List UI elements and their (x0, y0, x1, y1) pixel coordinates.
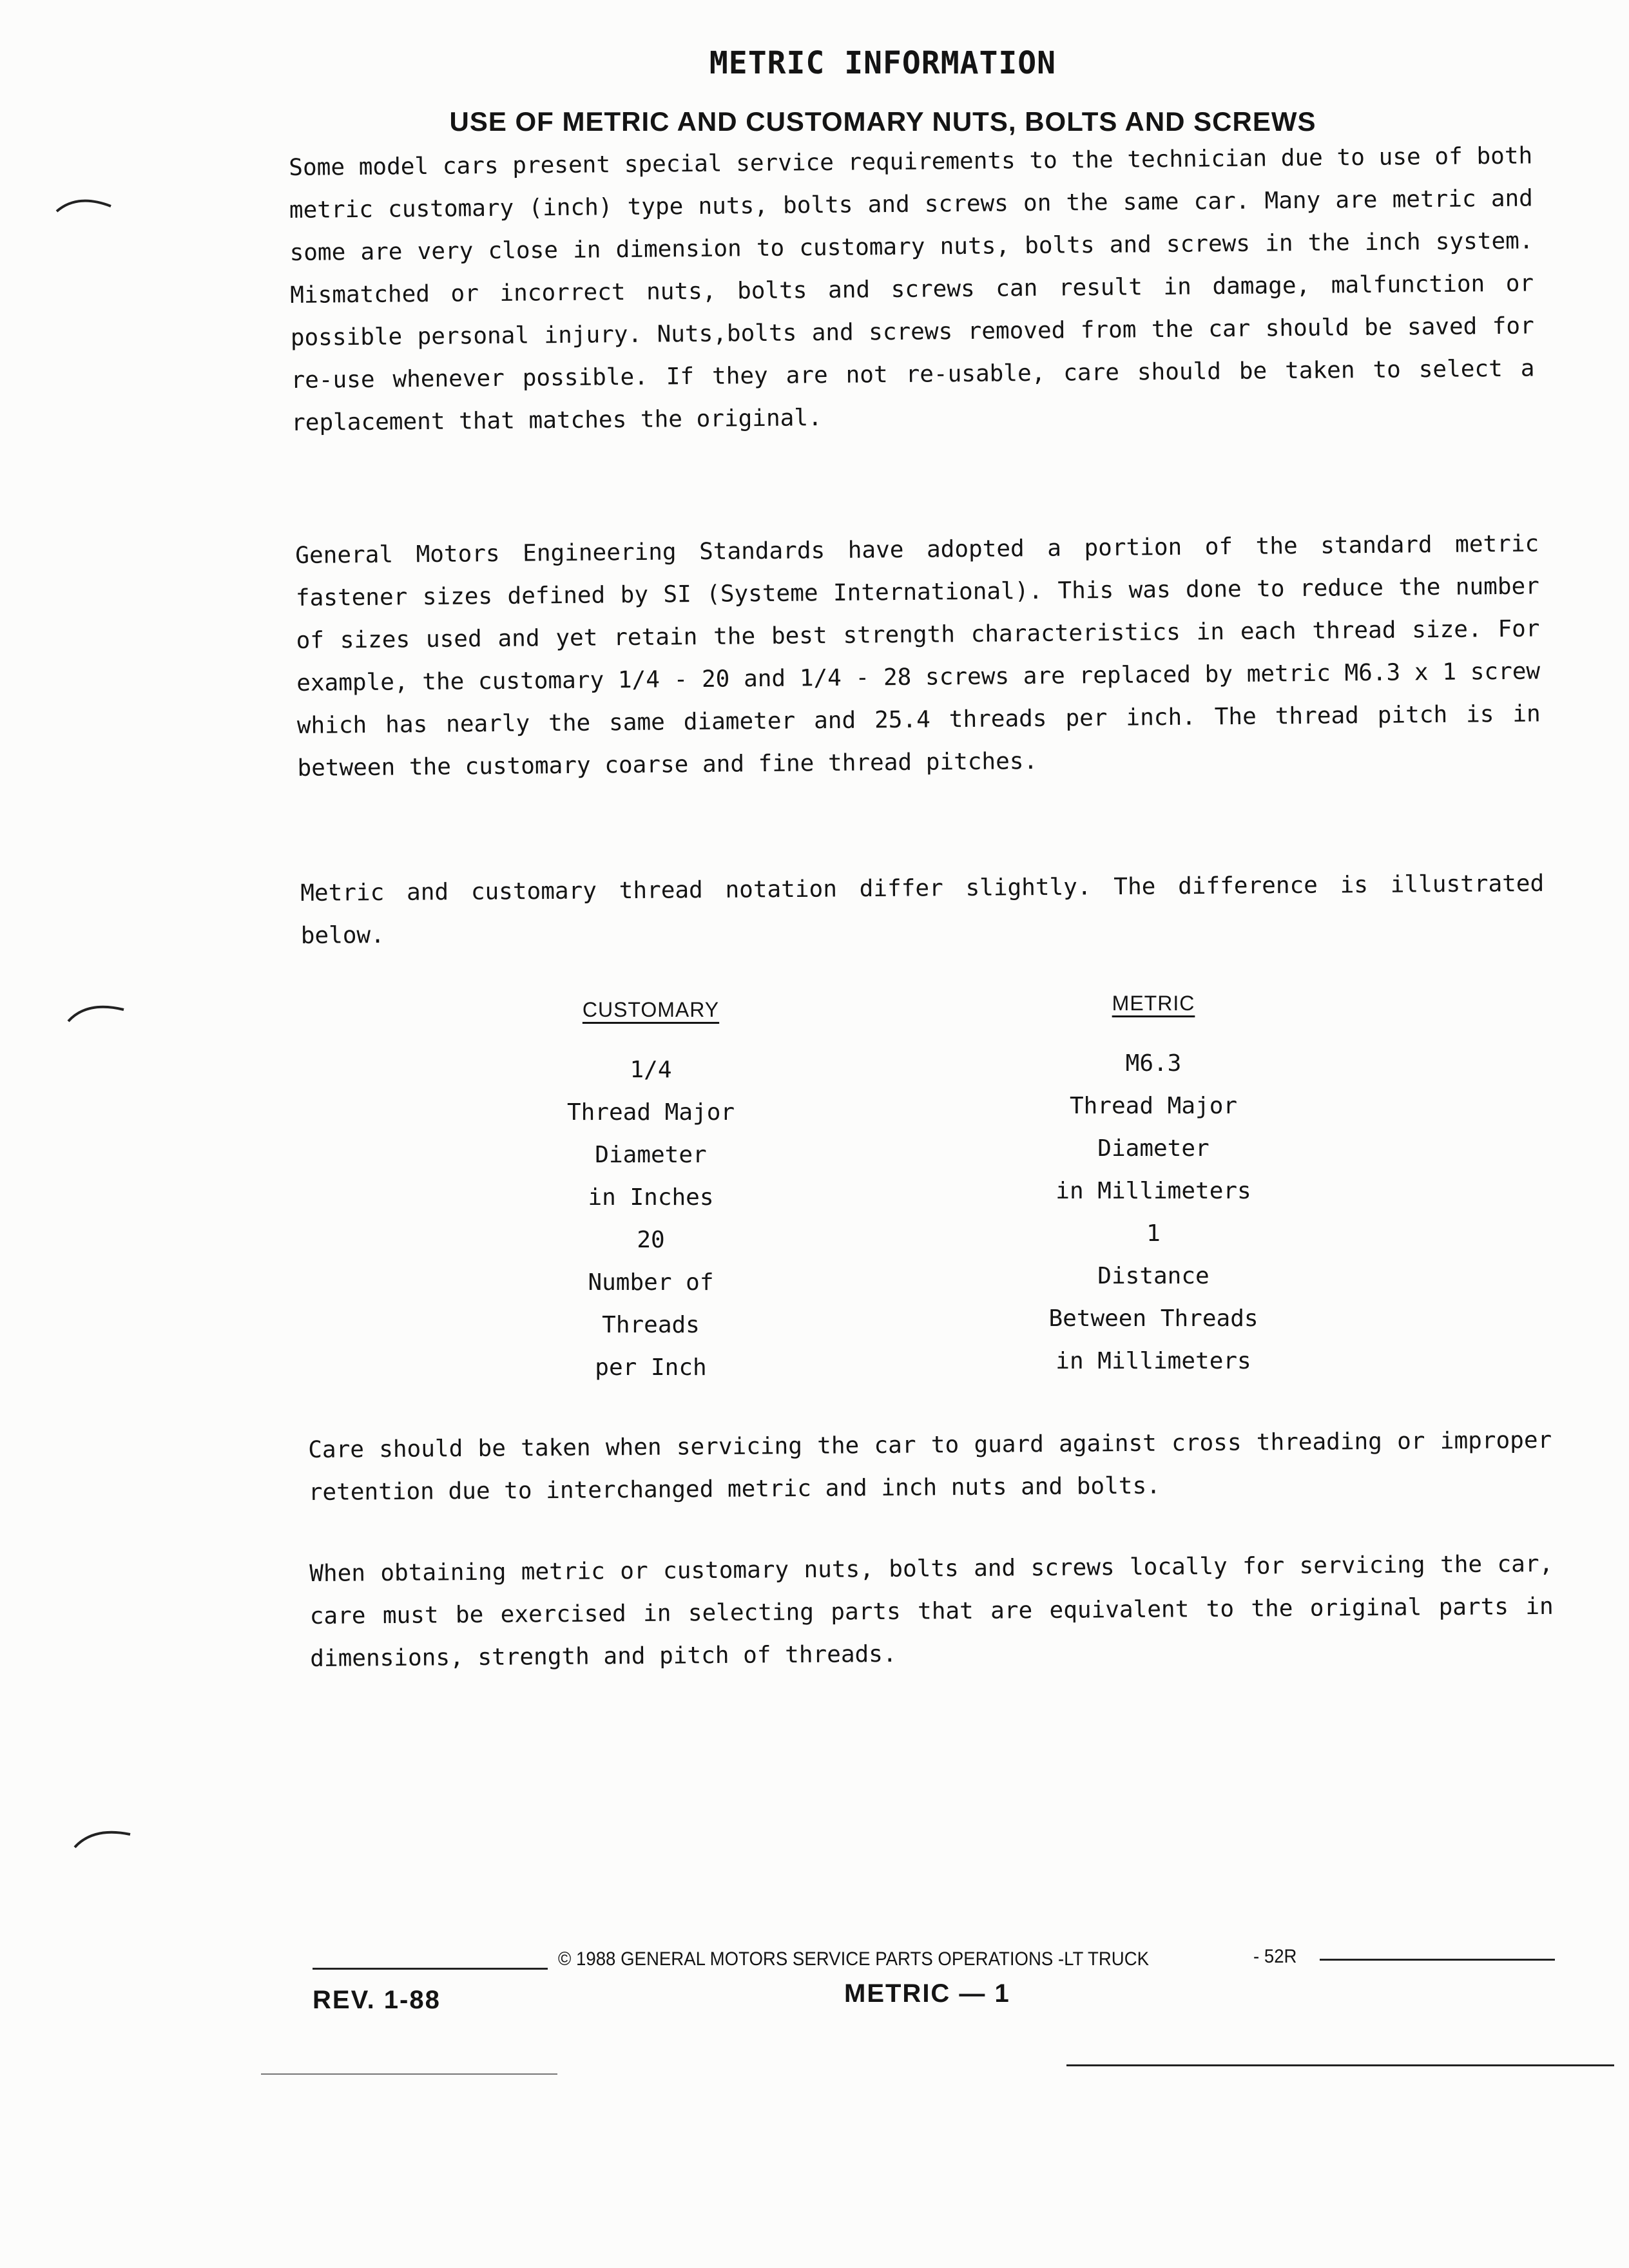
customary-line: 1/4 (630, 1057, 672, 1083)
paragraph-notation: Metric and customary thread notation differ slightly. The difference is illustrated below. (300, 870, 1545, 949)
customary-heading: CUSTOMARY (582, 998, 720, 1021)
customary-line: 20 (637, 1227, 665, 1253)
customary-line: Threads (602, 1312, 700, 1338)
metric-line: in Millimeters (1055, 1348, 1251, 1374)
page-number-label: METRIC — 1 (844, 1979, 1010, 2008)
paragraph-intro: Some model cars present special service requirements to the technician due to use of both metric customary (inch) type nuts, bolts and screws on the same car. Many are metric and some are very close in dimension to customary nuts, bolts and screws in the inch system. Mismatched or incorrect nuts, bolts and screws can result in damage, malfunction or possible personal injury. Nuts,bolts and screws removed from the car should be saved for re-use whenever possible. If they are not re-usable, care should be taken to select a replacement that matches the original. (289, 142, 1535, 436)
metric-heading: METRIC (1112, 992, 1195, 1015)
customary-line: per Inch (595, 1354, 707, 1381)
binder-mark-icon (64, 995, 129, 1028)
metric-line: 1 (1146, 1220, 1161, 1247)
customary-column (516, 988, 786, 1389)
metric-line: Distance (1097, 1263, 1210, 1289)
footer-code: - 52R (1253, 1946, 1297, 1967)
footer-copyright: © 1988 GENERAL MOTORS SERVICE PARTS OPERATIONS -LT TRUCK (558, 1948, 1150, 1970)
page-title: METRIC INFORMATION (709, 45, 1057, 81)
revision-label: REV. 1-88 (313, 1986, 441, 2014)
metric-column (1005, 982, 1302, 1383)
metric-line: Thread Major (1069, 1093, 1238, 1119)
customary-line: Diameter (595, 1142, 707, 1168)
customary-line: Thread Major (566, 1099, 735, 1126)
paragraph-standards: General Motors Engineering Standards have adopted a portion of the standard metric fastener sizes defined by SI (Systeme International). This was done to reduce the number of sizes used and yet retain the best strength characteristics in each thread size. For example, the customary 1/4 - 20 and 1/4 - 28 screws are replaced by metric M6.3 x 1 screw which has nearly the same diameter and 25.4 threads per inch. The thread pitch is in between the customary coarse and fine thread pitches. (295, 530, 1541, 782)
footer-rule-right (1320, 1959, 1555, 1961)
bottom-rule-left (261, 2073, 557, 2075)
binder-mark-icon (52, 187, 116, 219)
paragraph-obtaining: When obtaining metric or customary nuts, bolts and screws locally for servicing the car, care must be exercised in selecting parts that are equivalent to the original parts in dimensions, strength and pitch of threads. (309, 1550, 1554, 1672)
metric-line: M6.3 (1125, 1050, 1182, 1077)
customary-line: Number of (588, 1269, 714, 1296)
metric-line: Between Threads (1048, 1305, 1258, 1332)
metric-line: in Millimeters (1055, 1178, 1251, 1204)
binder-mark-icon (71, 1820, 135, 1852)
bottom-rule-right (1066, 2064, 1614, 2066)
footer-rule-left (313, 1968, 548, 1970)
customary-line: in Inches (588, 1184, 714, 1211)
metric-line: Diameter (1097, 1135, 1210, 1162)
page-subtitle: USE OF METRIC AND CUSTOMARY NUTS, BOLTS AND SCREWS (449, 106, 1316, 137)
paragraph-care: Care should be taken when servicing the car to guard against cross threading or improper retention due to interchanged metric and inch nuts and bolts. (308, 1427, 1552, 1506)
